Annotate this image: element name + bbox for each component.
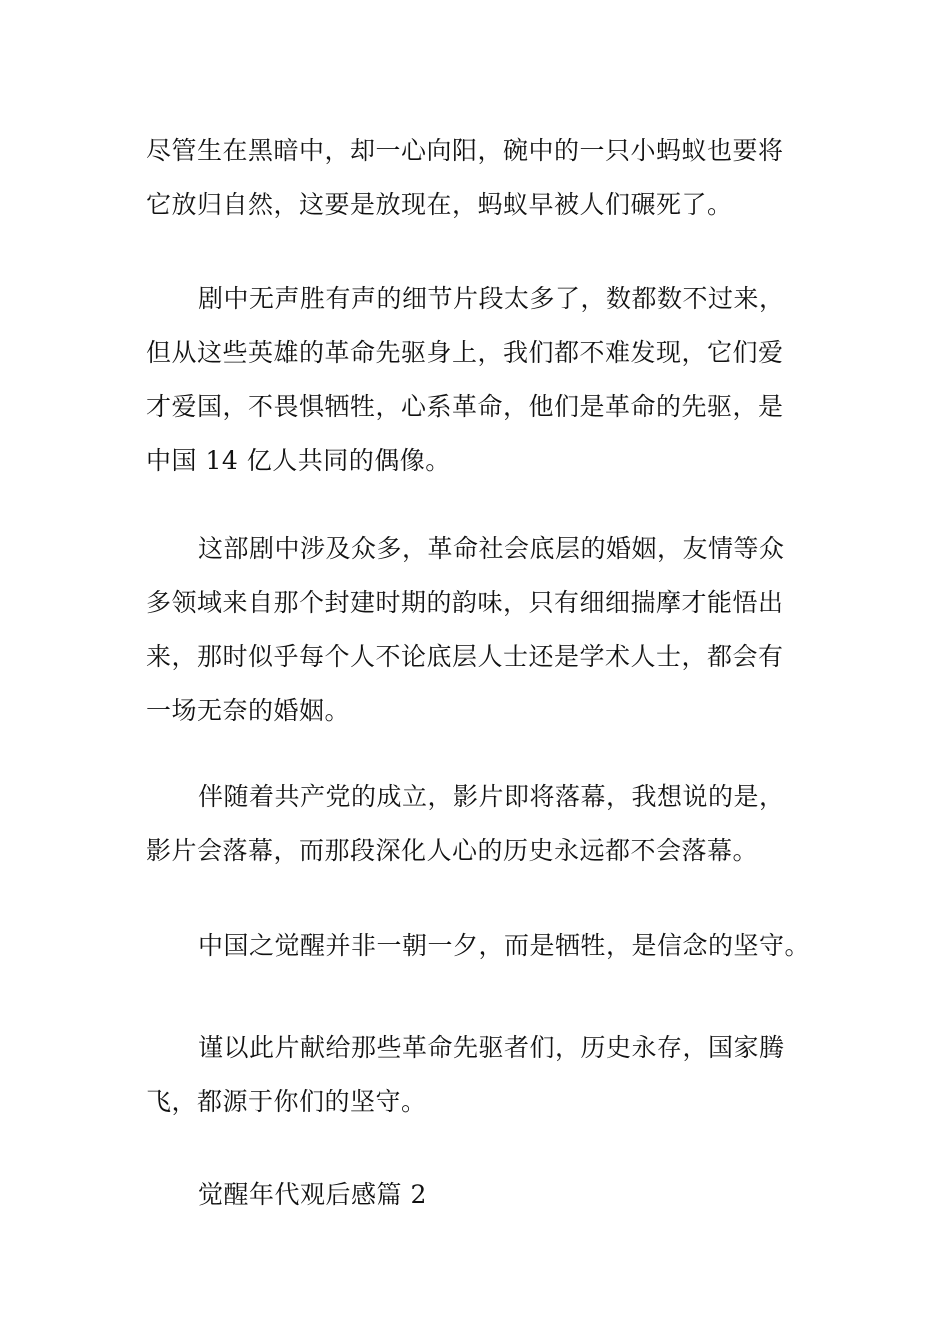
paragraph-2: [146, 272, 810, 488]
paragraph-line: 中国之觉醒并非一朝一夕，而是牺牲，是信念的坚守。: [198, 931, 811, 960]
paragraph-line: 剧中无声胜有声的细节片段太多了，数都数不过来，: [198, 284, 785, 313]
paragraph-3: [146, 522, 810, 738]
paragraph-line: 尽管生在黑暗中，却一心向阳，碗中的一只小蚂蚁也要将: [146, 136, 784, 165]
paragraph-line: 它放归自然，这要是放现在，蚂蚁早被人们碾死了。: [146, 190, 733, 219]
paragraph-line: 一场无奈的婚姻。: [146, 696, 351, 725]
paragraph-line: 来，那时似乎每个人不论底层人士还是学术人士，都会有: [146, 642, 784, 671]
paragraph-line: 飞，都源于你们的坚守。: [146, 1087, 427, 1116]
paragraph-line: 才爱国，不畏惧牺牲，心系革命，他们是革命的先驱，是: [146, 392, 784, 421]
paragraph-line: 多领域来自那个封建时期的韵味，只有细细揣摩才能悟出: [146, 588, 784, 617]
paragraph-line: 中国 14 亿人共同的偶像。: [146, 446, 451, 475]
paragraph-line: 影片会落幕，而那段深化人心的历史永远都不会落幕。: [146, 836, 759, 865]
paragraph-line: 谨以此片献给那些革命先驱者们，历史永存，国家腾: [198, 1033, 785, 1062]
paragraph-6: [146, 1021, 810, 1129]
paragraph-5: [146, 919, 810, 973]
paragraph-line: 伴随着共产党的成立，影片即将落幕，我想说的是，: [198, 782, 785, 811]
section-heading: [146, 1168, 810, 1222]
paragraph-line: 但从这些英雄的革命先驱身上，我们都不难发现，它们爱: [146, 338, 784, 367]
paragraph-4: [146, 770, 810, 878]
paragraph-line: 这部剧中涉及众多，革命社会底层的婚姻，友情等众: [198, 534, 785, 563]
paragraph-1: [146, 124, 810, 232]
section-heading-text: 觉醒年代观后感篇 2: [198, 1180, 427, 1209]
